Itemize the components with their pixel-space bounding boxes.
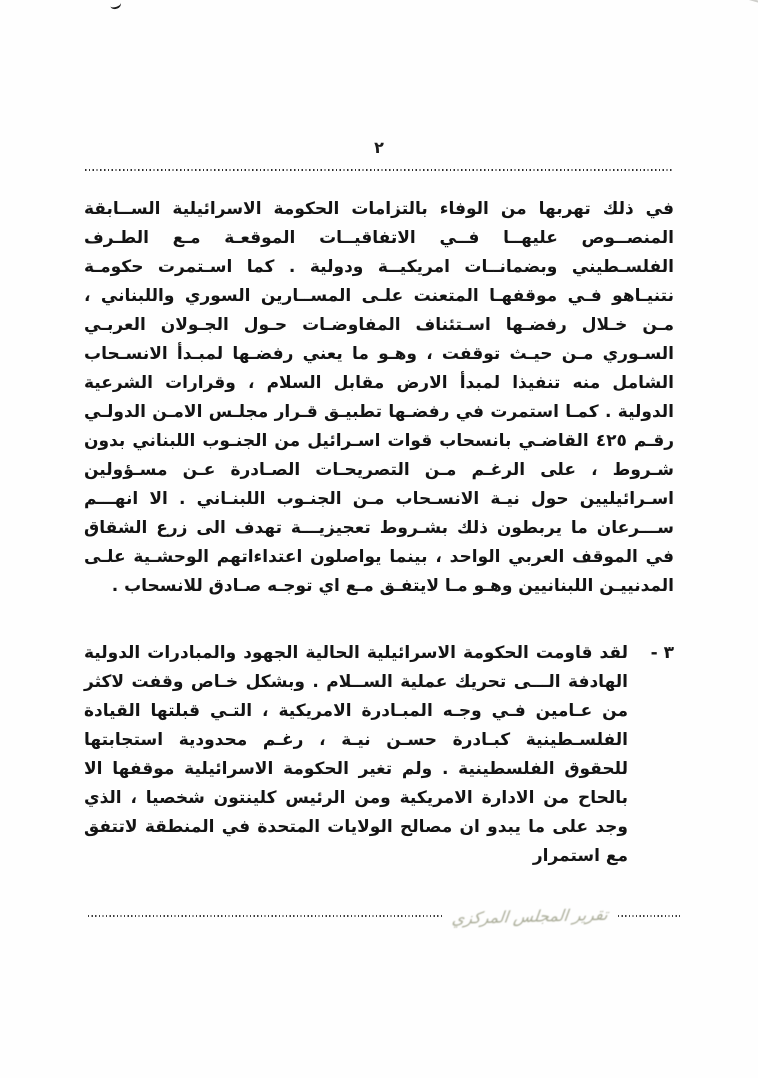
footer-dotted-line-left xyxy=(88,915,442,917)
scan-artifact-corner-line xyxy=(705,0,758,23)
list-item-3-marker: ٣ - xyxy=(650,643,674,663)
footer-rule xyxy=(88,903,680,929)
handwritten-note: تقرير المجلس المركزي xyxy=(451,904,610,928)
footer-dotted-line-right xyxy=(618,915,680,917)
paragraph-continued: في ذلك تهربها من الوفاء بالتزامات الحكومة الاسرائيلية الســابقة المنصــوص عليهــا فــي الاتفاقيــات الموقعـة مـع الطـرف الفلسـطيني وبضمانــات امريكيــة ودولية . كما اسـتمرت حكومـة نتنيـاهو فـي موقفهـا المتعنت علـى المســارين السوري واللبناني ، مـن خـلال رفضـها اسـتئناف المفاوضـات حـول الجـولان العربـي السـوري مـن حيـث توقفت ، وهـو ما يعني رفضـها لمبـدأ الانسـحاب الشامل منه تنفيذا لمبدأ الارض مقابل السلام ، وقرارات الشرعية الدولية . كمـا استمرت في رفضـها تطبيـق قـرار مجلـس الامـن الدولـي رقـم ٤٢٥ القاضـي بانسحاب قوات اسـرائيل من الجنـوب اللبناني بدون شـروط ، على الرغـم مـن التصريحـات الصـادرة عـن مسـؤولين اسـرائيليين حول نيـة الانسـحاب مـن الجنـوب اللبنـاني . الا انهـــم ســـرعان ما يربطون ذلك بشـروط تعجيزيـــة تهدف الى زرع الشقاق في الموقف العربي الواحد ، بينما يواصلون اعتداءاتهم الوحشـية علـى المدنييـن اللبنانيين وهـو مـا لايتفـق مـع اي توجـه صـادق للانسحاب . xyxy=(84,199,674,596)
list-item-3 xyxy=(84,639,674,871)
scan-artifact-pen-mark xyxy=(109,0,122,10)
list-item-3-text: لقد قاومت الحكومة الاسرائيلية الحالية الجهود والمبادرات الدولية الهادفة الـــى تحريك عملية الســلام . وبشكل خـاص وقفت لاكثر من عـامين فـي وجـه المبـادرة الامريكية ، التـي قبلتها القيادة الفلسـطينية كبـادرة حسـن نيـة ، رغـم محدودية استجابتها للحقوق الفلسطينية . ولم تغير الحكومة الاسرائيلية موقفها الا بالحاح من الادارة الامريكية ومن الرئيس كلينتون شخصيا ، الذي وجد على ما يبدو ان مصالح الولايات المتحدة في المنطقة لاتتفق مع استمرار xyxy=(84,643,628,866)
body-text xyxy=(84,195,674,871)
page-number: ٢ xyxy=(374,138,384,157)
top-dotted-rule xyxy=(85,169,674,171)
